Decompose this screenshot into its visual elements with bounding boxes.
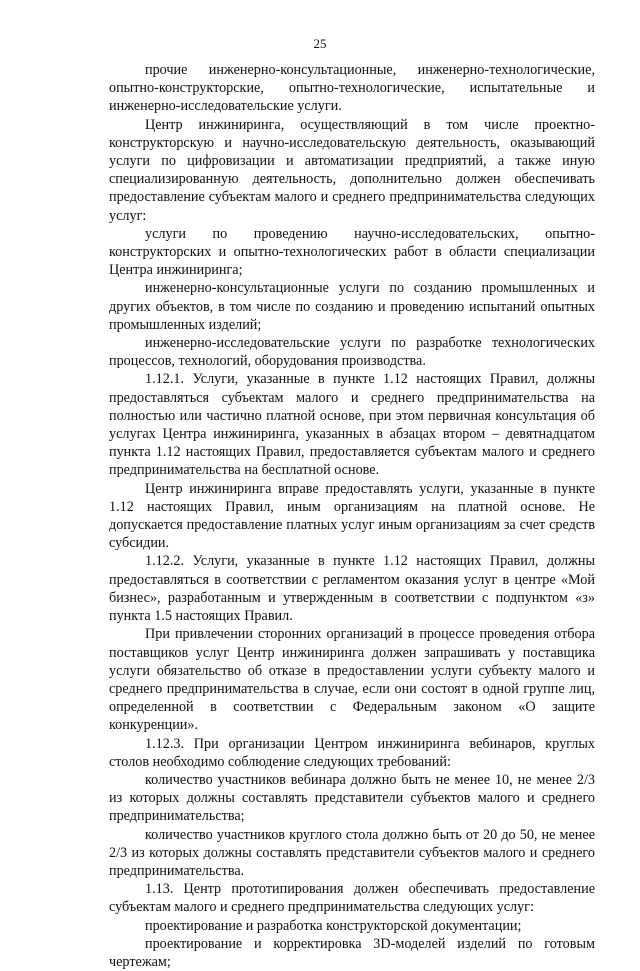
paragraph-1-12-3: 1.12.3. При организации Центром инжиниринга вебинаров, круглых столов необходимо соблюдение следующих требований: xyxy=(109,735,595,770)
paragraph-1-12-2: 1.12.2. Услуги, указанные в пункте 1.12 настоящих Правил, должны предоставляться в соответствии с регламентом оказания услуг в центре «Мой бизнес», разработанным и утвержденным в соответствии с подпунктом «з» пункта 1.5 настоящих Правил. xyxy=(109,553,595,625)
paragraph-research-services: услуги по проведению научно-исследовательских, опытно-конструкторских и опытно-технологических работ в области специализации Центра инжиниринга; xyxy=(109,225,595,279)
paragraph-round-table-requirements: количество участников круглого стола должно быть от 20 до 50, не менее 2/3 из которых должны составлять представители субъектов малого и среднего предпринимательства. xyxy=(109,826,595,879)
paragraph-consulting-services: инженерно-консультационные услуги по созданию промышленных и других объектов, в том числе по созданию и проведению испытаний опытных промышленных изделий; xyxy=(109,280,595,333)
paragraph-3d-models: проектирование и корректировка 3D-моделей изделий по готовым чертежам; xyxy=(109,935,595,970)
paragraph-paid-services-other-orgs: Центр инжиниринга вправе предоставлять услуги, указанные в пункте 1.12 настоящих Правил, иным организациям на платной основе. Не допускается предоставление платных услуг иным организациям за счет средств субсидии. xyxy=(109,480,595,552)
paragraph-1-13: 1.13. Центр прототипирования должен обеспечивать предоставление субъектам малого и среднего предпринимательства следующих услуг: xyxy=(109,881,595,916)
paragraph-webinar-requirements: количество участников вебинара должно быть не менее 10, не менее 2/3 из которых должны составлять представители субъектов малого и среднего предпринимательства; xyxy=(109,771,595,825)
paragraph-engineering-services-continued: прочие инженерно-консультационные, инженерно-технологические, опытно-конструкторские, опытно-технологические, испытательные и инженерно-исследовательские услуги. xyxy=(109,62,595,115)
document-body xyxy=(109,61,595,971)
paragraph-third-party-organizations: При привлечении сторонних организаций в процессе проведения отбора поставщиков услуг Центр инжиниринга должен запрашивать у поставщика услуги обязательство об отказе в предоставлении услуги субъекту малого и среднего предпринимательства в случае, если они состоят в одной группе лиц, определенной в соответствии с Федеральным законом «О защите конкуренции». xyxy=(109,626,595,734)
page-number: 25 xyxy=(313,36,327,51)
paragraph-process-research-services: инженерно-исследовательские услуги по разработке технологических процессов, технологий, оборудования производства. xyxy=(109,335,595,370)
paragraph-design-documentation: проектирование и разработка конструкторской документации; xyxy=(145,917,522,934)
paragraph-1-12-1: 1.12.1. Услуги, указанные в пункте 1.12 настоящих Правил, должны предоставляться субъектам малого и среднего предпринимательства на полностью или частично платной основе, при этом первичная консультация об услугах Центра инжиниринга, указанных в абзацах втором – девятнадцатом пункта 1.12 настоящих Правил, предоставляется субъектам малого и среднего предпринимательства на бесплатной основе. xyxy=(109,371,595,479)
paragraph-engineering-center-additional: Центр инжиниринга, осуществляющий в том числе проектно-конструкторскую и научно-исследовательскую деятельность, оказывающий услуги по цифровизации и автоматизации предприятий, а также иную специализированную деятельность, дополнительно должен обеспечивать предоставление субъектам малого и среднего предпринимательства следующих услуг: xyxy=(109,116,595,224)
